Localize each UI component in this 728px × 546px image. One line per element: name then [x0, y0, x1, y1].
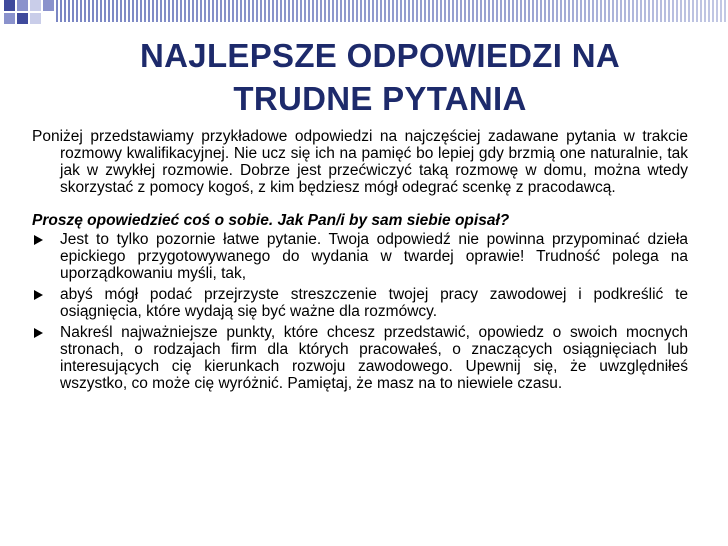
bullet-arrow-icon — [34, 290, 43, 300]
bullet-text: Nakreśl najważniejsze punkty, które chcesz przedstawić, opowiedz o swoich mocnych stronach, o rodzajach firm dla których pracowałeś, o znaczących osiągnięciach lub interesujących cię kierunkach rozwoju zawodowego. Upewnij się, że uwzględniłeś wszystko, co może cię wyróżnić. Pamiętaj, że masz na to niewiele czasu. — [60, 324, 688, 392]
slide-body — [32, 128, 688, 396]
bullet-item — [32, 286, 688, 320]
bullet-text: Jest to tylko pozornie łatwe pytanie. Twoja odpowiedź nie powinna przypominać dzieła epickiego przygotowywanego do wydania w twardej oprawie! Trudność polega na uporządkowaniu myśli, tak, — [60, 231, 688, 282]
bullet-item — [32, 324, 688, 392]
decor-square — [17, 0, 28, 11]
decor-square — [17, 13, 28, 24]
slide-title — [60, 34, 700, 120]
slide-title-line: TRUDNE PYTANIA — [233, 80, 527, 117]
bullet-list — [32, 231, 688, 392]
question-heading: Proszę opowiedzieć coś o sobie. Jak Pan/i by sam siebie opisał? — [32, 212, 510, 229]
decor-square — [4, 13, 15, 24]
bullet-arrow-icon — [34, 328, 43, 338]
slide-title-line: NAJLEPSZE ODPOWIEDZI NA — [140, 37, 620, 74]
decor-square — [30, 0, 41, 11]
bullet-item — [32, 231, 688, 282]
header-decoration — [0, 0, 728, 28]
decor-square — [4, 0, 15, 11]
intro-paragraph: Poniżej przedstawiamy przykładowe odpowiedzi na najczęściej zadawane pytania w trakcie rozmowy kwalifikacyjnej. Nie ucz się ich na pamięć bo lepiej gdy brzmią one naturalnie, tak jak w zwykłej rozmowie. Dobrze jest przećwiczyć taką rozmowę w domu, można wtedy skorzystać z pomocy kogoś, z kim będziesz mógł odegrać scenkę z pracodawcą. — [32, 128, 688, 196]
decor-fade — [56, 0, 728, 22]
decor-square — [43, 0, 54, 11]
decor-square — [30, 13, 41, 24]
bullet-text: abyś mógł podać przejrzyste streszczenie twojej pracy zawodowej i podkreślić te osiągnięcia, które wydają się być ważne dla rozmówcy. — [60, 286, 688, 320]
bullet-arrow-icon — [34, 235, 43, 245]
